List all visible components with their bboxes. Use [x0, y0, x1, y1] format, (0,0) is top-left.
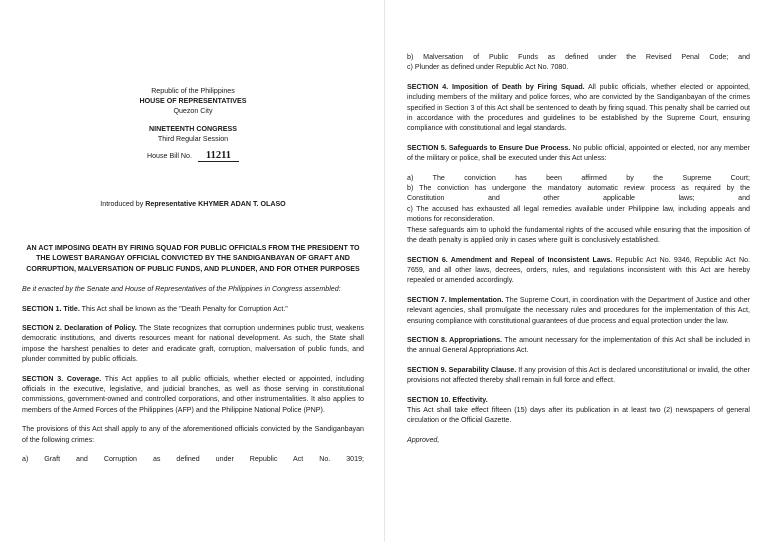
- section-6-body: Republic Act No. 9346, Republic Act No. 7659, and all other laws, decrees, orders, rules, and regulations inconsistent with this Act are hereby repealed or amended accordingly.: [407, 255, 751, 285]
- section-8-body: The amount necessary for the implementation of this Act shall be included in the annual General Appropriations Act.: [407, 335, 750, 355]
- safeguard-c: c) The accused has exhausted all legal remedies available under Philippine law, including appeals and motions for reconsideration.: [407, 204, 750, 224]
- section-10-heading: SECTION 10. Effectivity.: [407, 395, 488, 404]
- introduced-by: [22, 200, 364, 208]
- section-7-body: The Supreme Court, in coordination with the Department of Justice and other relevant agencies, shall promulgate the necessary rules and procedures for the implementation of this Act, ensuring compliance with constitutional guarantees of due process and equal protection under the law.: [407, 295, 750, 325]
- safeguard-closing: These safeguards aim to uphold the fundamental rights of the accused while ensuring that the imposition of the death penalty is applied only in cases where guilt is conclusively established.: [407, 225, 750, 245]
- intro-name: Representative KHYMER ADAN T. OLASO: [145, 200, 286, 208]
- section-7-heading: SECTION 7. Implementation.: [407, 295, 504, 304]
- section-5: [407, 143, 750, 164]
- crime-a: a) Graft and Corruption as defined under Republic Act No. 3019;: [22, 455, 364, 464]
- bill-number: 11211: [198, 150, 239, 162]
- section-4: [407, 82, 750, 134]
- safeguard-b-line-1: b) The conviction has undergone the mandatory automatic review process as required by the: [407, 184, 750, 193]
- section-10-body: This Act shall take effect fifteen (15) days after its publication in at least two (2) newspapers of general circulation or the Official Gazette.: [407, 405, 750, 425]
- section-2: [22, 323, 364, 365]
- house-line: HOUSE OF REPRESENTATIVES: [139, 97, 247, 105]
- section-2-heading: SECTION 2. Declaration of Policy.: [22, 324, 137, 333]
- crime-b: b) Malversation of Public Funds as defined under the Revised Penal Code; and: [407, 53, 750, 61]
- intro-prefix: Introduced by: [100, 200, 146, 208]
- section-1: [22, 304, 364, 314]
- section-9-body: If any provision of this Act is declared unconstitutional or invalid, the other provisions not affected thereby shall remain in full force and effect.: [407, 365, 750, 385]
- act-title: AN ACT IMPOSING DEATH BY FIRING SQUAD FOR PUBLIC OFFICIALS FROM THE PRESIDENT TO THE LOWEST BARANGAY OFFICIAL CONVICTED BY THE SANDIGANBAYAN OF GRAFT AND CORRUPTION, MALVERSATION OF PUBLIC FUNDS, AND PLUNDER, AND FOR OTHER PURPOSES: [26, 244, 360, 273]
- provisions-paragraph: The provisions of this Act shall apply to any of the aforementioned officials convicted by the Sandiganbayan of the following crimes:: [22, 425, 364, 444]
- crime-c: c) Plunder as defined under Republic Act No. 7080.: [407, 63, 569, 72]
- bill-number-row: [22, 150, 364, 162]
- section-8-heading: SECTION 8. Appropriations.: [407, 335, 502, 344]
- section-5-body: No public official, appointed or elected, nor any member of the military or police, shall be executed under this Act unless:: [407, 143, 750, 163]
- enacting-clause: Be it enacted by the Senate and House of Representatives of the Philippines in Congress assembled:: [22, 285, 341, 294]
- section-3: [22, 374, 364, 416]
- section-9-heading: SECTION 9. Separability Clause.: [407, 365, 517, 374]
- section-2-body: The State recognizes that corruption undermines public trust, weakens democratic institutions, and diverts resources meant for national development. As such, the State shall impose the harshest penalties to deter and eradicate graft, corruption, malversation of public funds, and plunder committed by public officials.: [22, 324, 364, 364]
- section-5-heading: SECTION 5. Safeguards to Ensure Due Process.: [407, 143, 571, 152]
- section-1-body: This Act shall be known as the "Death Penalty for Corruption Act.": [79, 304, 288, 313]
- city-line: Quezon City: [173, 107, 213, 115]
- section-9: [407, 365, 750, 386]
- republic-line: Republic of the Philippines: [151, 87, 235, 95]
- section-6: [407, 255, 750, 286]
- section-6-heading: SECTION 6. Amendment and Repeal of Inconsistent Laws.: [407, 255, 613, 264]
- congress-line: NINETEENTH CONGRESS: [149, 125, 237, 133]
- section-3-heading: SECTION 3. Coverage.: [22, 374, 102, 383]
- bill-page-right: [384, 0, 768, 542]
- section-3-body: This Act applies to all public officials, whether elected or appointed, including officials in the executive, legislative, and judicial branches, as well as those serving in constitutional commissions, government-owned and controlled corporations, and other instrumentalities. It also applies to members of the Armed Forces of the Philippines (AFP) and the Philippine National Police (PNP).: [22, 374, 364, 414]
- section-7: [407, 295, 750, 326]
- bill-header: [22, 86, 364, 162]
- approved-line: Approved,: [407, 435, 440, 444]
- section-1-heading: SECTION 1. Title.: [22, 304, 80, 313]
- section-4-heading: SECTION 4. Imposition of Death by Firing Squad.: [407, 82, 585, 91]
- bill-label: House Bill No.: [146, 152, 192, 160]
- safeguard-a: a) The conviction has been affirmed by the Supreme Court;: [407, 173, 750, 182]
- session-line: Third Regular Session: [157, 135, 229, 143]
- safeguard-b-line-2: Constitution and other applicable laws; and: [407, 194, 750, 203]
- section-4-body: All public officials, whether elected or appointed, including members of the military and police forces, who are convicted by the Sandiganbayan of the crimes specified in Section 3 of this Act shall be sentenced to death by firing squad. This penalty shall be carried out in accordance with the procedures and guidelines to be established by the Supreme Court, ensuring compliance with constitutional and legal standards.: [407, 82, 751, 133]
- section-8: [407, 335, 750, 356]
